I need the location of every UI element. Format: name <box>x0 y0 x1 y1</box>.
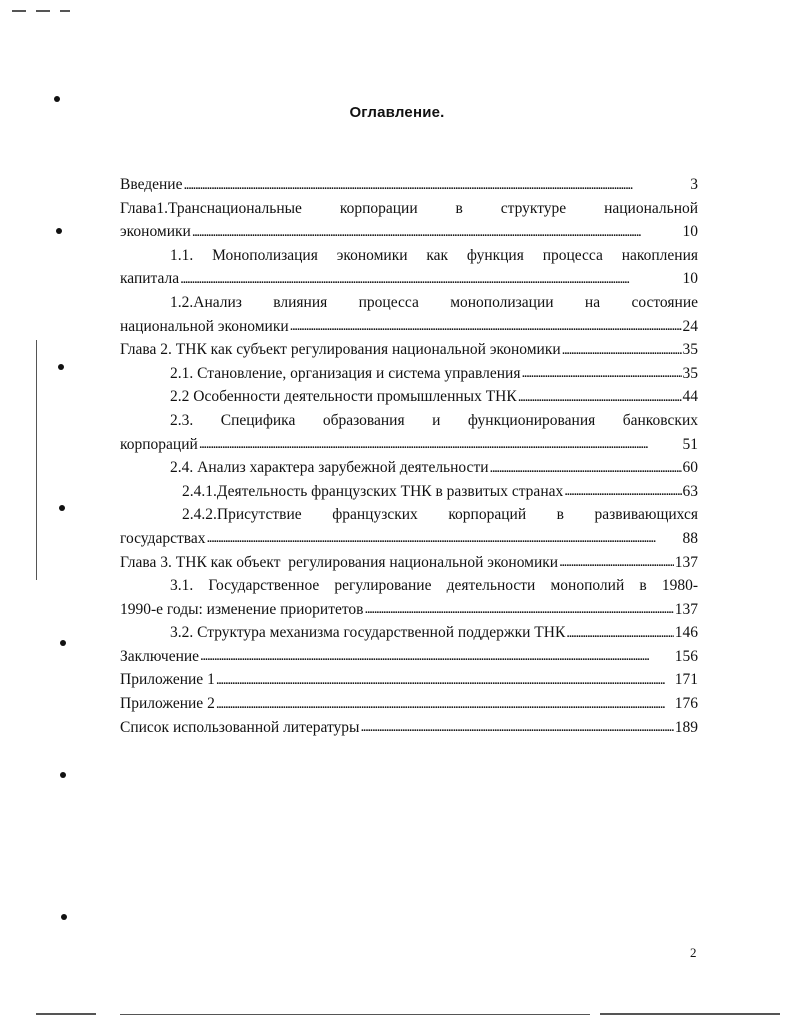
binding-hole-mark <box>54 96 60 102</box>
scan-mark <box>36 340 37 580</box>
toc-label-line2: национальной экономики <box>120 317 289 335</box>
toc-entry-section-1-1[interactable] <box>120 244 698 291</box>
toc-entry-appendix-2[interactable] <box>120 692 698 716</box>
toc-label: 2.1. Становление, организация и система управления <box>170 364 521 382</box>
toc-entry-section-2-4-2[interactable] <box>120 503 698 550</box>
toc-label: 2.2 Особенности деятельности промышленных ТНК <box>170 388 517 406</box>
toc-entry-section-3-2[interactable] <box>120 621 698 645</box>
toc-page: 171 <box>674 671 698 689</box>
toc-label: Глава 3. ТНК как объект регулирования национальной экономики <box>120 553 559 571</box>
dot-leader <box>200 645 674 661</box>
toc-page: 63 <box>682 482 698 500</box>
toc-page: 60 <box>682 459 698 477</box>
dot-leader <box>183 174 689 190</box>
toc-page: 156 <box>674 647 698 665</box>
dot-leader <box>290 315 682 331</box>
binding-hole-mark <box>59 505 65 511</box>
toc-page: 51 <box>682 435 698 453</box>
toc-label-line2: экономики <box>120 223 191 241</box>
toc-label: Приложение 1 <box>120 671 215 689</box>
toc-page: 176 <box>674 695 698 713</box>
binding-hole-mark <box>56 228 62 234</box>
toc-label: 3.2. Структура механизма государственной поддержки ТНК <box>170 624 566 642</box>
toc-entry-section-2-4[interactable] <box>120 456 698 480</box>
toc-page: 10 <box>682 270 698 288</box>
dot-leader <box>562 339 682 355</box>
toc-entry-chapter-2[interactable] <box>120 338 698 362</box>
dot-leader <box>518 386 682 402</box>
binding-hole-mark <box>61 914 67 920</box>
dot-leader <box>206 527 681 543</box>
scan-mark <box>36 1013 96 1015</box>
scan-mark <box>12 10 26 12</box>
toc-entry-section-2-4-1[interactable] <box>120 480 698 504</box>
scan-mark <box>36 10 50 12</box>
table-of-contents <box>120 173 698 739</box>
toc-label-line2: капитала <box>120 270 180 288</box>
toc-label-line2: государствах <box>120 529 206 547</box>
toc-label-line1: 2.4.2.Присутствие французских корпораций в развивающихся <box>182 506 698 524</box>
dot-leader <box>199 433 682 449</box>
toc-entry-section-1-2[interactable] <box>120 291 698 338</box>
toc-label-line1: 2.3. Специфика образования и функционирования банковских <box>170 411 698 429</box>
toc-page: 3 <box>690 176 698 193</box>
toc-page: 24 <box>682 317 698 335</box>
toc-entry-intro[interactable] <box>120 173 698 197</box>
toc-label-line2: корпораций <box>120 435 198 453</box>
toc-label-line1: Глава1.Транснациональные корпорации в структуре национальной <box>120 199 699 217</box>
toc-page: 44 <box>682 388 698 406</box>
dot-leader <box>365 598 674 614</box>
toc-page: 137 <box>674 553 698 571</box>
toc-entry-section-2-3[interactable] <box>120 409 698 456</box>
binding-hole-mark <box>60 640 66 646</box>
toc-label-line2: 1990-е годы: изменение приоритетов <box>120 600 364 618</box>
scan-mark <box>60 10 70 12</box>
page-title: Оглавление. <box>349 104 445 121</box>
toc-label: Приложение 2 <box>120 695 215 713</box>
dot-leader <box>216 693 674 709</box>
dot-leader <box>566 622 673 638</box>
toc-entry-section-3-1[interactable] <box>120 574 698 621</box>
toc-label: Заключение <box>120 647 200 665</box>
dot-leader <box>521 362 681 378</box>
toc-label: Глава 2. ТНК как субъект регулирования национальной экономики <box>120 341 561 359</box>
toc-page: 35 <box>682 364 698 382</box>
binding-hole-mark <box>58 364 64 370</box>
toc-label: 2.4.1.Деятельность французских ТНК в развитых странах <box>182 482 564 500</box>
toc-entry-references[interactable] <box>120 716 698 740</box>
toc-label: Введение <box>120 176 183 193</box>
binding-hole-mark <box>60 772 66 778</box>
toc-label: Список использованной литературы <box>120 718 360 736</box>
dot-leader <box>559 551 674 567</box>
toc-entry-conclusion[interactable] <box>120 645 698 669</box>
toc-label: 2.4. Анализ характера зарубежной деятельности <box>170 459 489 477</box>
dot-leader <box>564 480 681 496</box>
toc-entry-appendix-1[interactable] <box>120 668 698 692</box>
toc-entry-section-2-1[interactable] <box>120 362 698 386</box>
toc-page: 88 <box>682 529 698 547</box>
toc-entry-section-2-2[interactable] <box>120 385 698 409</box>
scan-mark <box>120 1014 590 1015</box>
page-number: 2 <box>690 945 697 960</box>
dot-leader <box>490 457 682 473</box>
toc-page: 189 <box>674 718 698 736</box>
toc-label-line1: 1.1. Монополизация экономики как функция процесса накопления <box>170 246 698 264</box>
scan-mark <box>600 1013 780 1015</box>
toc-label-line1: 3.1. Государственное регулирование деятельности монополий в 1980- <box>170 577 699 595</box>
toc-page: 35 <box>682 341 698 359</box>
toc-page: 137 <box>674 600 698 618</box>
dot-leader <box>192 221 682 237</box>
dot-leader <box>360 716 673 732</box>
toc-label-line1: 1.2.Анализ влияния процесса монополизации на состояние <box>170 293 698 311</box>
toc-page: 10 <box>682 223 698 241</box>
dot-leader <box>216 669 674 685</box>
toc-page: 146 <box>674 624 698 642</box>
toc-entry-chapter-3[interactable] <box>120 551 698 575</box>
dot-leader <box>180 268 681 284</box>
toc-entry-chapter-1[interactable] <box>120 197 698 244</box>
